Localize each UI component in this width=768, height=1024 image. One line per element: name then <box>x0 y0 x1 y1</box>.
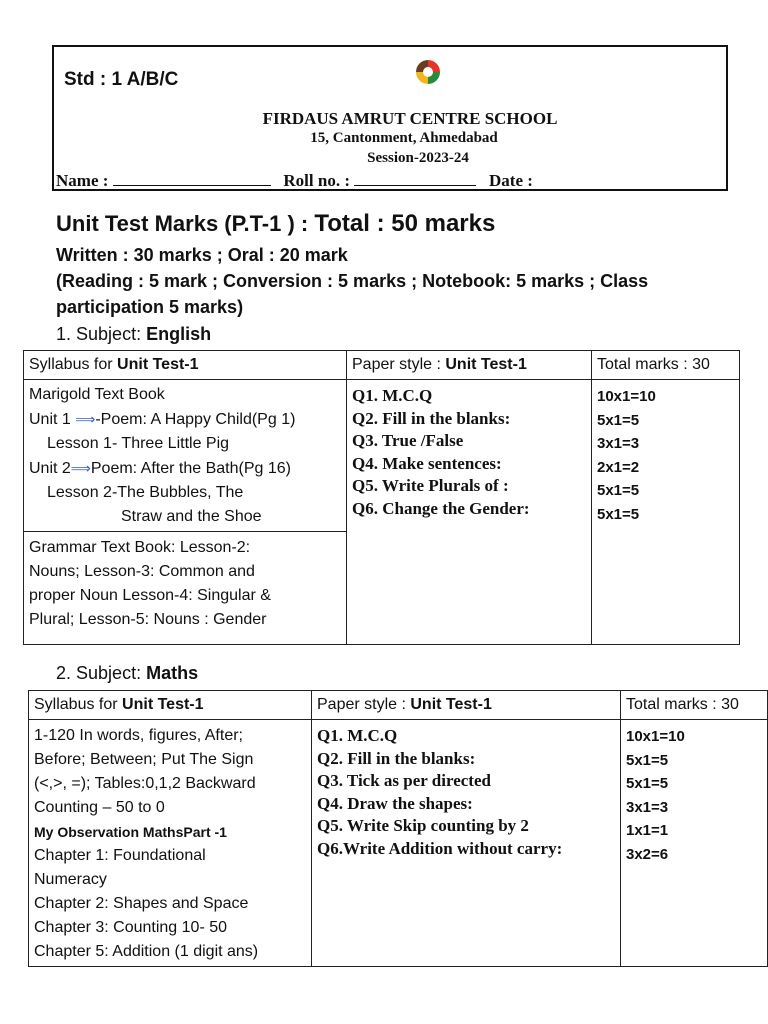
title-total: Total : 50 marks <box>314 210 496 237</box>
english-col-total: Total marks : 30 <box>592 351 740 380</box>
std-label: Std : 1 A/B/C <box>64 69 179 90</box>
name-roll-date-row <box>56 171 533 191</box>
school-name: FIRDAUS AMRUT CENTRE SCHOOL <box>262 109 558 128</box>
unit-test-title <box>56 210 495 238</box>
right-arrow-icon: ⟹ <box>75 411 96 427</box>
english-heading <box>56 324 211 345</box>
title-prefix: Unit Test Marks (P.T-1 ) : <box>56 211 315 236</box>
maths-col-syllabus: Syllabus for Unit Test-1 <box>29 691 312 720</box>
maths-heading <box>56 663 198 684</box>
maths-syllabus-cell: 1-120 In words, figures, After; Before; Between; Put The Sign (<,>, =); Tables:0,1,2 Backward Counting – 50 to 0 My Observation MathsPart -1 Chapter 1: Foundational Numeracy Chapter 2: Shapes and Space Chapter 3: Counting 10- 50 Chapter 5: Addition (1 digit ans) <box>29 720 312 967</box>
school-logo-icon <box>412 55 444 87</box>
english-marks-cell: 10x1=10 5x1=5 3x1=3 2x1=2 5x1=5 5x1=5 <box>592 380 740 645</box>
roll-blank[interactable] <box>354 171 476 186</box>
name-label: Name : <box>56 171 109 190</box>
maths-col-paper-style: Paper style : Unit Test-1 <box>312 691 621 720</box>
roll-label: Roll no. : <box>283 171 350 190</box>
maths-row-1 <box>29 720 768 967</box>
breakdown-line-2: participation 5 marks) <box>56 297 244 317</box>
date-label: Date : <box>489 171 533 190</box>
written-oral: Written : 30 marks ; Oral : 20 mark <box>56 245 348 265</box>
name-blank[interactable] <box>113 171 271 186</box>
english-col-paper-style: Paper style : Unit Test-1 <box>347 351 592 380</box>
english-grammar-cell: Grammar Text Book: Lesson-2: Nouns; Lesson-3: Common and proper Noun Lesson-4: Singular & Plural; Lesson-5: Nouns : Gender <box>24 532 347 645</box>
maths-number: 2. <box>56 663 72 683</box>
english-questions-cell: Q1. M.C.Q Q2. Fill in the blanks: Q3. True /False Q4. Make sentences: Q5. Write Plurals of : Q6. Change the Gender: <box>347 380 592 645</box>
maths-header-row <box>29 691 768 720</box>
english-header-row <box>24 351 740 380</box>
english-subject-name: English <box>146 324 212 344</box>
header-box <box>52 45 728 191</box>
english-syllabus-cell: Marigold Text Book Unit 1 ⟹-Poem: A Happy Child(Pg 1) Lesson 1- Three Little Pig Unit 2⟹Poem: After the Bath(Pg 16) Lesson 2-The Bubbles, The Straw and the Shoe <box>24 380 347 532</box>
english-number: 1. <box>56 324 72 344</box>
maths-subject-name: Maths <box>146 663 199 683</box>
english-table <box>23 350 740 645</box>
english-col-syllabus: Syllabus for Unit Test-1 <box>24 351 347 380</box>
session: Session-2023-24 <box>367 150 469 166</box>
english-subject-label: Subject: <box>76 324 142 344</box>
maths-subject-label: Subject: <box>76 663 142 683</box>
right-arrow-icon: ⟹ <box>70 460 91 476</box>
maths-questions-cell: Q1. M.C.Q Q2. Fill in the blanks: Q3. Tick as per directed Q4. Draw the shapes: Q5. Write Skip counting by 2 Q6.Write Addition without carry: <box>312 720 621 967</box>
english-row-1 <box>24 380 740 532</box>
maths-table <box>28 690 768 967</box>
maths-col-total: Total marks : 30 <box>621 691 768 720</box>
breakdown-line-1: (Reading : 5 mark ; Conversion : 5 marks ; Notebook: 5 marks ; Class <box>56 271 649 291</box>
school-address: 15, Cantonment, Ahmedabad <box>310 130 498 146</box>
maths-marks-cell: 10x1=10 5x1=5 5x1=5 3x1=3 1x1=1 3x2=6 <box>621 720 768 967</box>
